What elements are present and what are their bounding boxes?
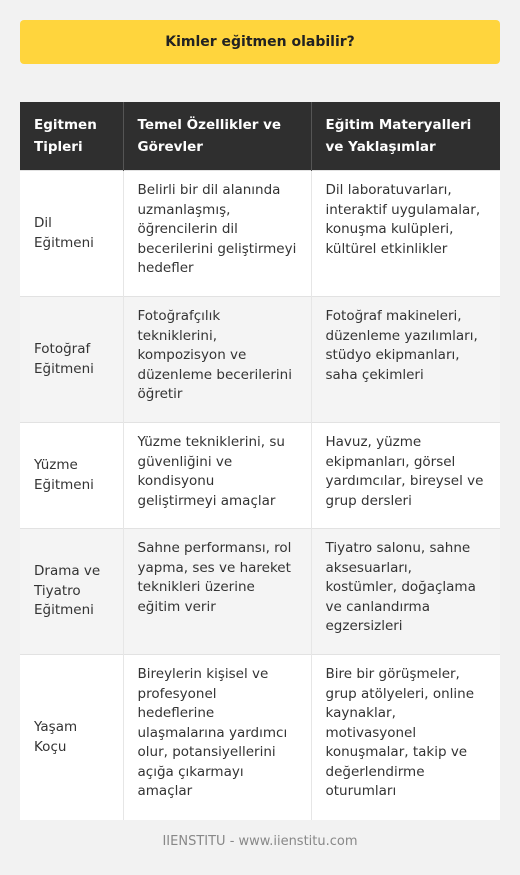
table-row xyxy=(20,655,500,821)
trainer-type-cell: Drama ve Tiyatro Eğitmeni xyxy=(20,529,123,655)
trainer-type-cell: Fotoğraf Eğitmeni xyxy=(20,297,123,423)
page-title: Kimler eğitmen olabilir? xyxy=(20,20,500,64)
table-body xyxy=(20,171,500,821)
table-row xyxy=(20,529,500,655)
header-materials-approaches: Eğitim Materyalleri ve Yaklaşımlar xyxy=(311,102,500,171)
table-header xyxy=(20,102,500,171)
footer-credit: IIENSTITU - www.iienstitu.com xyxy=(162,834,358,849)
materials-cell: Havuz, yüzme ekipmanları, görsel yardımcılar, bireysel ve grup dersleri xyxy=(311,423,500,529)
table-row xyxy=(20,297,500,423)
trainer-type-cell: Yaşam Koçu xyxy=(20,655,123,821)
table-row xyxy=(20,171,500,297)
table-row xyxy=(20,423,500,529)
materials-cell: Fotoğraf makineleri, düzenleme yazılımları, stüdyo ekipmanları, saha çekimleri xyxy=(311,297,500,423)
materials-cell: Bire bir görüşmeler, grup atölyeleri, online kaynaklar, motivasyonel konuşmalar, takip ve değerlendirme oturumları xyxy=(311,655,500,821)
materials-cell: Tiyatro salonu, sahne aksesuarları, kostümler, doğaçlama ve canlandırma egzersizleri xyxy=(311,529,500,655)
features-cell: Bireylerin kişisel ve profesyonel hedeflerine ulaşmalarına yardımcı olur, potansiyellerini açığa çıkarmayı amaçlar xyxy=(123,655,311,821)
header-row xyxy=(20,102,500,171)
trainer-types-table xyxy=(20,102,500,820)
features-cell: Yüzme tekniklerini, su güvenliğini ve kondisyonu geliştirmeyi amaçlar xyxy=(123,423,311,529)
header-features-duties: Temel Özellikler ve Görevler xyxy=(123,102,311,171)
features-cell: Sahne performansı, rol yapma, ses ve hareket teknikleri üzerine eğitim verir xyxy=(123,529,311,655)
header-trainer-types: Egitmen Tipleri xyxy=(20,102,123,171)
trainer-type-cell: Yüzme Eğitmeni xyxy=(20,423,123,529)
features-cell: Fotoğrafçılık tekniklerini, kompozisyon ve düzenleme becerilerini öğretir xyxy=(123,297,311,423)
materials-cell: Dil laboratuvarları, interaktif uygulamalar, konuşma kulüpleri, kültürel etkinlikler xyxy=(311,171,500,297)
trainer-type-cell: Dil Eğitmeni xyxy=(20,171,123,297)
features-cell: Belirli bir dil alanında uzmanlaşmış, öğrencilerin dil becerilerini geliştirmeyi hedefler xyxy=(123,171,311,297)
